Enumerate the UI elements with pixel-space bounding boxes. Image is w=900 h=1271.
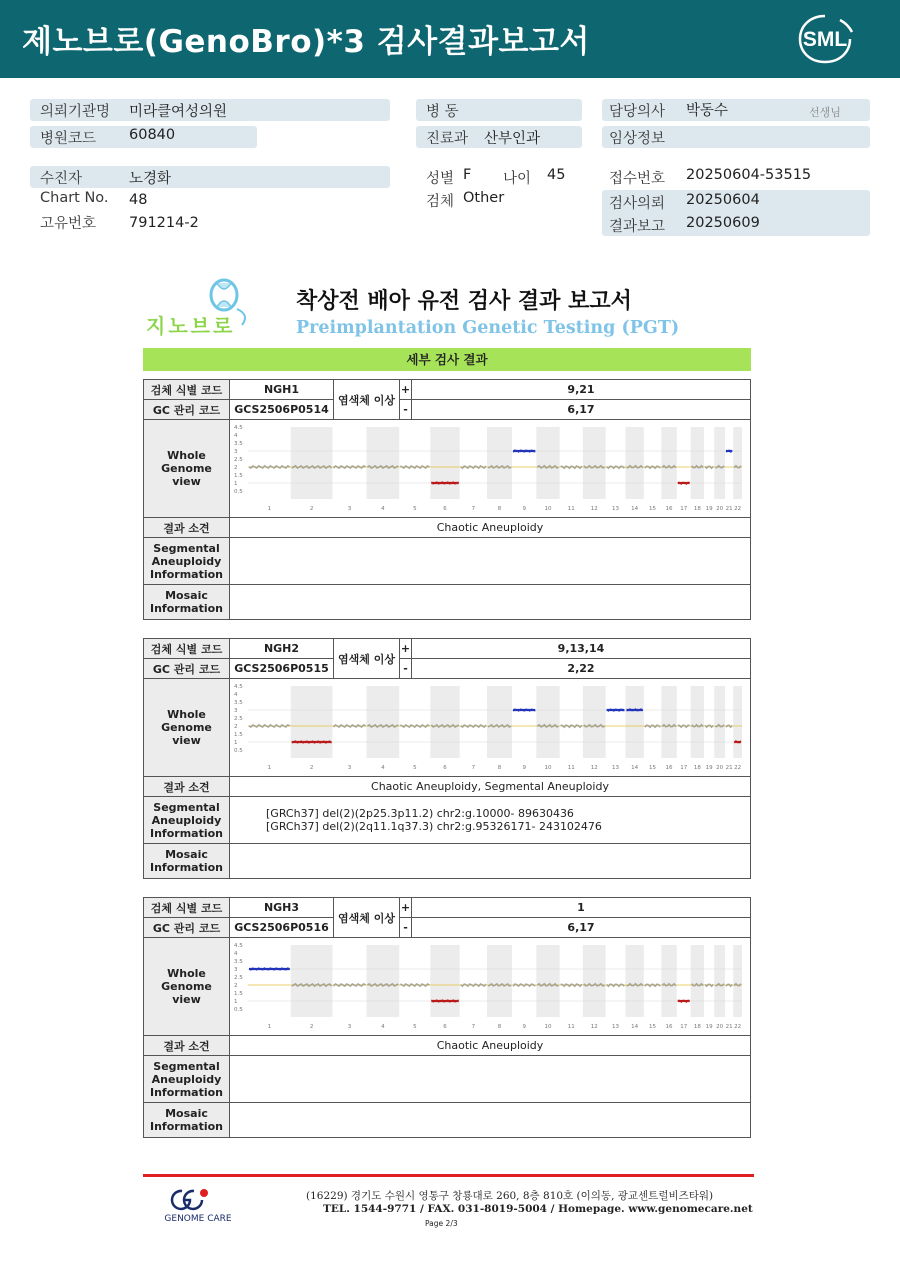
x-tick-label: 21	[725, 1023, 733, 1030]
x-tick-label: 6	[443, 1023, 447, 1030]
x-tick-label: 21	[725, 505, 733, 512]
segmental-line: [GRCh37] del(2)(2q11.1q37.3) chr2:g.95326171- 243102476	[266, 820, 602, 833]
gain-value: 1	[412, 898, 751, 918]
chromosome-band	[536, 686, 559, 758]
x-tick-label: 18	[693, 505, 701, 512]
chromosome-band	[691, 945, 704, 1017]
specimen-value: Other	[463, 190, 505, 206]
x-tick-label: 12	[590, 1023, 598, 1030]
x-tick-label: 3	[347, 505, 352, 512]
chromosome-band	[487, 686, 512, 758]
chromosome-band	[625, 427, 643, 499]
y-tick-label: 1.5	[234, 472, 243, 479]
x-tick-label: 5	[413, 505, 417, 512]
footer-address: (16229) 경기도 수원시 영통구 창룡대로 260, 8층 810호 (이의동, 광교센트럴비즈타워)	[306, 1190, 714, 1202]
y-tick-label: 2	[234, 723, 238, 730]
segmental-value	[230, 538, 751, 585]
gain-value: 9,21	[412, 380, 751, 400]
x-tick-label: 17	[680, 1023, 688, 1030]
y-tick-label: 2.5	[234, 715, 243, 722]
mosaic-label: Mosaic Information	[144, 844, 230, 879]
x-tick-label: 13	[612, 1023, 620, 1030]
loss-value: 6,17	[412, 400, 751, 420]
receipt-value: 20250604-53515	[686, 167, 812, 183]
sample-id-value: NGH2	[230, 639, 334, 659]
x-tick-label: 10	[544, 1023, 552, 1030]
gc-code-label: GC 관리 코드	[144, 400, 230, 420]
gc-code-label: GC 관리 코드	[144, 659, 230, 679]
chromosome-band	[661, 945, 676, 1017]
chart-no-label: Chart No.	[40, 190, 109, 206]
gain-sign: +	[400, 380, 412, 400]
request-date-label: 검사의뢰	[609, 196, 666, 212]
chromosome-band	[733, 427, 742, 499]
genome-chart	[232, 941, 746, 1033]
report-title-en: Preimplantation Genetic Testing (PGT)	[296, 318, 680, 338]
x-tick-label: 1	[267, 1023, 272, 1030]
finding-label: 결과 소견	[144, 777, 230, 797]
mosaic-value	[230, 1103, 751, 1138]
chart-no-value: 48	[129, 192, 148, 208]
genobro-logo	[142, 275, 260, 341]
finding-value: Chaotic Aneuploidy, Segmental Aneuploidy	[230, 777, 751, 797]
chromosome-band	[366, 427, 399, 499]
whole-genome-label: Whole Genome view	[144, 938, 230, 1036]
genome-care-logo	[160, 1185, 236, 1225]
sample-id-label: 검체 식별 코드	[144, 898, 230, 918]
x-tick-label: 11	[567, 505, 575, 512]
x-tick-label: 9	[522, 1023, 526, 1030]
y-tick-label: 4	[234, 432, 238, 439]
request-date-value: 20250604	[686, 192, 760, 208]
y-tick-label: 1	[234, 998, 238, 1005]
x-tick-label: 16	[665, 1023, 673, 1030]
report-title-ko: 착상전 배아 유전 검사 결과 보고서	[296, 289, 632, 314]
chromosome-band	[366, 686, 399, 758]
chromosome-band	[536, 945, 559, 1017]
x-tick-label: 2	[309, 505, 314, 512]
dept-value: 산부인과	[484, 131, 541, 147]
x-tick-label: 11	[567, 1023, 575, 1030]
x-tick-label: 19	[705, 505, 713, 512]
chromosome-band	[714, 427, 725, 499]
x-tick-label: 2	[309, 1023, 314, 1030]
y-tick-label: 3.5	[234, 958, 243, 965]
mosaic-label: Mosaic Information	[144, 585, 230, 620]
x-tick-label: 19	[705, 1023, 713, 1030]
sex-label: 성별	[426, 171, 455, 187]
sample-table-3	[143, 897, 751, 1138]
chromosome-band	[691, 686, 704, 758]
chromosome-band	[625, 945, 643, 1017]
x-tick-label: 7	[471, 764, 476, 771]
y-tick-label: 4.5	[234, 942, 243, 949]
x-tick-label: 12	[590, 764, 598, 771]
chromosome-band	[625, 686, 643, 758]
x-tick-label: 15	[649, 1023, 657, 1030]
x-tick-label: 20	[716, 764, 724, 771]
id-number-value: 791214-2	[129, 215, 199, 231]
hospital-code-label: 병원코드	[40, 131, 97, 147]
finding-label: 결과 소견	[144, 1036, 230, 1056]
sml-logo-text: SML	[802, 28, 848, 51]
x-tick-label: 22	[734, 505, 742, 512]
y-tick-label: 0.5	[234, 747, 243, 754]
loss-sign: -	[400, 918, 412, 938]
sample-id-label: 검체 식별 코드	[144, 380, 230, 400]
page-number: Page 2/3	[425, 1219, 458, 1228]
y-tick-label: 1	[234, 480, 238, 487]
x-tick-label: 1	[267, 505, 272, 512]
abnormal-label: 염색체 이상	[334, 898, 400, 938]
x-tick-label: 9	[522, 505, 526, 512]
chromosome-band	[430, 945, 459, 1017]
x-tick-label: 9	[522, 764, 526, 771]
sample-table-2	[143, 638, 751, 879]
x-tick-label: 4	[381, 1023, 385, 1030]
whole-genome-label: Whole Genome view	[144, 420, 230, 518]
sample-id-label: 검체 식별 코드	[144, 639, 230, 659]
x-tick-label: 14	[631, 764, 639, 771]
y-tick-label: 0.5	[234, 1006, 243, 1013]
genome-care-text: GENOME CARE	[164, 1214, 232, 1224]
x-tick-label: 17	[680, 505, 688, 512]
y-tick-label: 0.5	[234, 488, 243, 495]
x-tick-label: 18	[693, 764, 701, 771]
report-date-value: 20250609	[686, 215, 760, 231]
x-tick-label: 16	[665, 764, 673, 771]
y-tick-label: 1	[234, 739, 238, 746]
y-tick-label: 3	[234, 966, 238, 973]
x-tick-label: 11	[567, 764, 575, 771]
finding-value: Chaotic Aneuploidy	[230, 518, 751, 538]
chromosome-band	[583, 945, 606, 1017]
chromosome-band	[366, 945, 399, 1017]
finding-label: 결과 소견	[144, 518, 230, 538]
chromosome-band	[291, 945, 333, 1017]
mosaic-value	[230, 844, 751, 879]
sml-logo	[790, 10, 860, 68]
x-tick-label: 1	[267, 764, 272, 771]
abnormal-label: 염색체 이상	[334, 380, 400, 420]
finding-value: Chaotic Aneuploidy	[230, 1036, 751, 1056]
x-tick-label: 13	[612, 764, 620, 771]
sample-id-value: NGH1	[230, 380, 334, 400]
y-tick-label: 3	[234, 707, 238, 714]
genome-chart	[232, 682, 746, 774]
y-tick-label: 3.5	[234, 440, 243, 447]
x-tick-label: 8	[497, 764, 502, 771]
x-tick-label: 4	[381, 505, 385, 512]
ward-label: 병 동	[426, 104, 459, 120]
x-tick-label: 21	[725, 764, 733, 771]
chromosome-band	[714, 945, 725, 1017]
x-tick-label: 7	[471, 1023, 476, 1030]
chromosome-band	[430, 427, 459, 499]
chromosome-band	[583, 427, 606, 499]
chromosome-band	[430, 686, 459, 758]
y-tick-label: 4.5	[234, 683, 243, 690]
sex-value: F	[463, 167, 472, 183]
y-tick-label: 3.5	[234, 699, 243, 706]
x-tick-label: 16	[665, 505, 673, 512]
segmental-value	[230, 797, 751, 844]
y-tick-label: 2	[234, 982, 238, 989]
gain-sign: +	[400, 639, 412, 659]
x-tick-label: 2	[309, 764, 314, 771]
segmental-value	[230, 1056, 751, 1103]
x-tick-label: 6	[443, 764, 447, 771]
chromosome-band	[583, 686, 606, 758]
mosaic-label: Mosaic Information	[144, 1103, 230, 1138]
abnormal-label: 염색체 이상	[334, 639, 400, 679]
gc-code-value: GCS2506P0516	[230, 918, 334, 938]
segmental-line: [GRCh37] del(2)(2p25.3p11.2) chr2:g.10000- 89630436	[266, 807, 574, 820]
loss-sign: -	[400, 659, 412, 679]
x-tick-label: 20	[716, 1023, 724, 1030]
x-tick-label: 17	[680, 764, 688, 771]
gc-code-value: GCS2506P0514	[230, 400, 334, 420]
x-tick-label: 6	[443, 505, 447, 512]
institution-label: 의뢰기관명	[40, 104, 111, 120]
chromosome-band	[536, 427, 559, 499]
loss-value: 2,22	[412, 659, 751, 679]
id-number-label: 고유번호	[40, 216, 97, 232]
sample-id-value: NGH3	[230, 898, 334, 918]
chromosome-band	[733, 686, 742, 758]
receipt-label: 접수번호	[609, 171, 666, 187]
doctor-suffix: 선생님	[809, 106, 841, 119]
x-tick-label: 15	[649, 505, 657, 512]
chromosome-band	[487, 945, 512, 1017]
y-tick-label: 2.5	[234, 974, 243, 981]
mosaic-value	[230, 585, 751, 620]
segmental-label: Segmental Aneuploidy Information	[144, 797, 230, 844]
y-tick-label: 3	[234, 448, 238, 455]
x-tick-label: 13	[612, 505, 620, 512]
segmental-label: Segmental Aneuploidy Information	[144, 1056, 230, 1103]
x-tick-label: 15	[649, 764, 657, 771]
gain-sign: +	[400, 898, 412, 918]
segmental-label: Segmental Aneuploidy Information	[144, 538, 230, 585]
x-tick-label: 18	[693, 1023, 701, 1030]
chromosome-band	[661, 427, 676, 499]
x-tick-label: 19	[705, 764, 713, 771]
footer-divider	[143, 1174, 754, 1177]
y-tick-label: 2.5	[234, 456, 243, 463]
x-tick-label: 3	[347, 764, 352, 771]
y-tick-label: 1.5	[234, 731, 243, 738]
x-tick-label: 8	[497, 1023, 502, 1030]
chromosome-band	[291, 427, 333, 499]
doctor-label: 담당의사	[609, 104, 666, 120]
hospital-code-value: 60840	[129, 127, 176, 143]
x-tick-label: 20	[716, 505, 724, 512]
report-date-label: 결과보고	[609, 219, 666, 235]
chromosome-band	[291, 686, 333, 758]
chromosome-band	[661, 686, 676, 758]
x-tick-label: 14	[631, 1023, 639, 1030]
x-tick-label: 14	[631, 505, 639, 512]
gc-code-value: GCS2506P0515	[230, 659, 334, 679]
x-tick-label: 12	[590, 505, 598, 512]
clinical-label: 임상정보	[609, 131, 666, 147]
x-tick-label: 3	[347, 1023, 352, 1030]
loss-sign: -	[400, 400, 412, 420]
chromosome-band	[487, 427, 512, 499]
page-title: 제노브로(GenoBro)*3 검사결과보고서	[22, 24, 590, 60]
y-tick-label: 1.5	[234, 990, 243, 997]
patient-row	[30, 166, 390, 188]
genobro-logo-text: 지노브로	[146, 314, 236, 338]
age-value: 45	[547, 167, 566, 183]
genome-chart	[232, 423, 746, 515]
dept-label: 진료과	[426, 131, 469, 147]
sample-table-1	[143, 379, 751, 620]
section-title: 세부 검사 결과	[143, 348, 751, 371]
loss-value: 6,17	[412, 918, 751, 938]
x-tick-label: 10	[544, 764, 552, 771]
y-tick-label: 4.5	[234, 424, 243, 431]
gain-value: 9,13,14	[412, 639, 751, 659]
doctor-value: 박동수	[686, 103, 729, 119]
gc-code-label: GC 관리 코드	[144, 918, 230, 938]
header-bar	[0, 0, 900, 78]
x-tick-label: 5	[413, 764, 417, 771]
institution-value: 미라클여성의원	[129, 104, 228, 120]
x-tick-label: 8	[497, 505, 502, 512]
x-tick-label: 22	[734, 1023, 742, 1030]
chromosome-band	[714, 686, 725, 758]
y-tick-label: 2	[234, 464, 238, 471]
y-tick-label: 4	[234, 691, 238, 698]
x-tick-label: 7	[471, 505, 476, 512]
footer-contact: TEL. 1544-9771 / FAX. 031-8019-5004 / Homepage. www.genomecare.net	[323, 1203, 753, 1215]
chromosome-band	[691, 427, 704, 499]
patient-label: 수진자	[40, 171, 83, 187]
patient-value: 노경화	[129, 171, 172, 187]
specimen-label: 검체	[426, 194, 455, 210]
x-tick-label: 22	[734, 764, 742, 771]
x-tick-label: 5	[413, 1023, 417, 1030]
chromosome-band	[733, 945, 742, 1017]
whole-genome-label: Whole Genome view	[144, 679, 230, 777]
x-tick-label: 4	[381, 764, 385, 771]
x-tick-label: 10	[544, 505, 552, 512]
age-label: 나이	[503, 171, 532, 187]
y-tick-label: 4	[234, 950, 238, 957]
